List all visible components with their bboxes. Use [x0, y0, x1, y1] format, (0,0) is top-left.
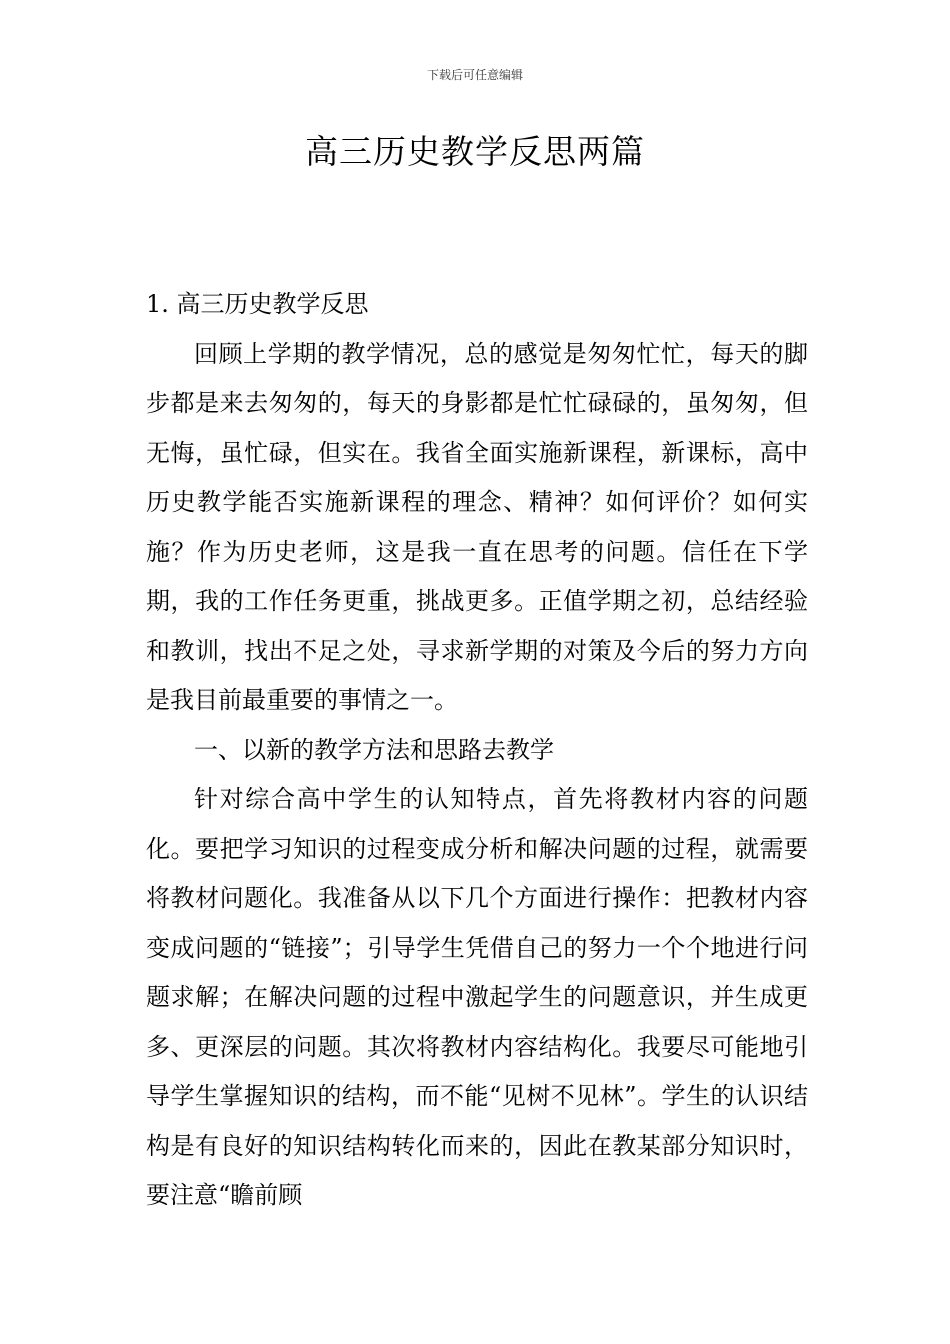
section-heading: 1. 高三历史教学反思: [146, 290, 369, 318]
paragraph: 针对综合高中学生的认知特点，首先将教材内容的问题化。要把学习知识的过程变成分析和解决问题的过程，就需要将教材问题化。我准备从以下几个方面进行操作：把教材内容变成问题的“链接”；引导学生凭借自己的努力一个个地进行问题求解；在解决问题的过程中激起学生的问题意识，并生成更多、更深层的问题。其次将教材内容结构化。我要尽可能地引导学生掌握知识的结构，而不能“见树不见林”。学生的认识结构是有良好的知识结构转化而来的，因此在教某部分知识时，要注意“瞻前顾: [146, 785, 808, 1209]
paragraph: 回顾上学期的教学情况，总的感觉是匆匆忙忙，每天的脚步都是来去匆匆的，每天的身影都是忙忙碌碌的，虽匆匆，但无悔，虽忙碌，但实在。我省全面实施新课程，新课标，高中历史教学能否实施新课程的理念、精神？如何评价？如何实施？作为历史老师，这是我一直在思考的问题。信任在下学期，我的工作任务更重，挑战更多。正值学期之初，总结经验和教训，找出不足之处，寻求新学期的对策及今后的努力方向是我目前最重要的事情之一。: [146, 339, 808, 714]
document-title: 高三历史教学反思两篇: [305, 132, 645, 171]
subsection-heading: 一、以新的教学方法和思路去教学: [194, 735, 554, 764]
header-note: 下载后可任意编辑: [426, 68, 523, 82]
document-body: [146, 280, 808, 1221]
